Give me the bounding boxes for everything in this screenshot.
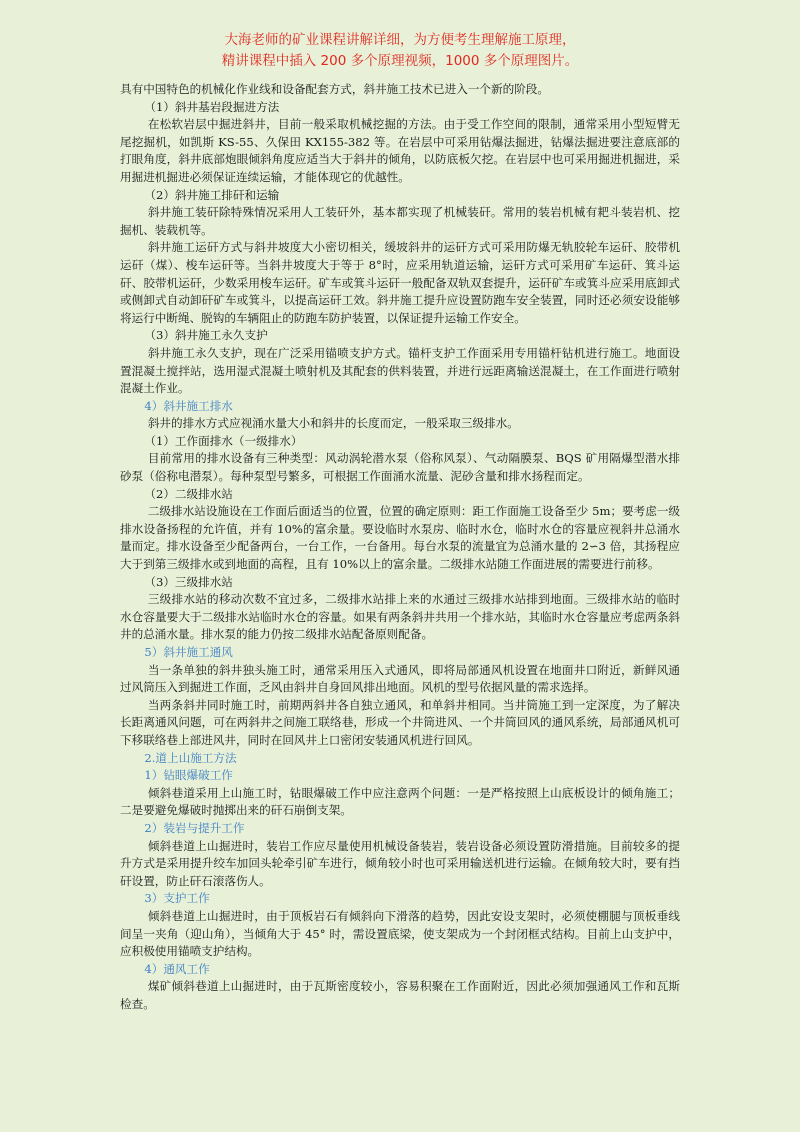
section-heading: 3）支护工作 <box>144 891 210 906</box>
body-paragraph: 斜井施工装矸除特殊情况采用人工装矸外，基本都实现了机械装矸。常用的装岩机械有耙斗装岩机、挖掘机、装载机等。 <box>120 205 680 237</box>
section-heading: 2）装岩与提升工作 <box>144 820 245 835</box>
document-body <box>120 81 680 1013</box>
section-heading: 4）通风工作 <box>144 961 210 976</box>
section-heading: （1）斜井基岩段掘进方法 <box>144 99 280 114</box>
body-paragraph: 倾斜巷道采用上山施工时，钻眼爆破工作中应注意两个问题：一是严格按照上山底板设计的倾角施工；二是要避免爆破时抛掷出来的矸石崩倒支架。 <box>120 785 680 818</box>
section-heading: 4）斜井施工排水 <box>144 398 233 413</box>
banner-line-1: 大海老师的矿业课程讲解详细，为方便考生理解施工原理， <box>224 32 576 48</box>
body-paragraph: 当一条单独的斜井独头施工时，通常采用压入式通风，即将局部通风机设置在地面井口附近，新鲜风通过风筒压入到掘进工作面，乏风由斜井自身回风排出地面。风机的型号依据风量的需求选择。 <box>120 662 680 695</box>
body-paragraph: 斜井施工运矸方式与斜井坡度大小密切相关，缓坡斜井的运矸方式可采用防爆无轨胶轮车运矸、胶带机运矸（煤）、梭车运矸等。当斜井坡度大于等于 8°时，应采用轨道运输，运矸方式可采用矿车运矸、箕斗运矸、胶带机运矸，少数采用梭车运矸。矿车或箕斗运矸一般配备双轨双套提升，运矸矿车或箕斗应采用底卸式或侧卸式自动卸矸矿车或箕斗，以提高运矸工效。斜井施工提升应设置防跑车安全装置，同时还必须安设能够将运行中断绳、脱钩的车辆阻止的防跑车防护装置，以保证提升运输工作安全。 <box>120 240 680 325</box>
body-paragraph: 斜井施工永久支护，现在广泛采用锚喷支护方式。锚杆支护工作面采用专用锚杆钻机进行施工。地面设置混凝土搅拌站，选用湿式混凝土喷射机及其配套的供料装置，并进行远距离输送混凝土，在工作面进行喷射混凝土作业。 <box>120 345 680 396</box>
body-paragraph: 目前常用的排水设备有三种类型：风动涡轮潜水泵（俗称风泵）、气动隔膜泵、BQS 矿用隔爆型潜水排砂泵（俗称电潜泵）。每种泵型号繁多，可根据工作面涌水流量、泥砂含量和排水扬程而定。 <box>120 451 680 484</box>
body-paragraph: 具有中国特色的机械化作业线和设备配套方式，斜井施工技术已进入一个新的阶段。 <box>120 82 549 96</box>
body-paragraph: 煤矿倾斜巷道上山掘进时，由于瓦斯密度较小，容易积聚在工作面附近，因此必须加强通风工作和瓦斯检查。 <box>120 979 680 1011</box>
body-paragraph: 当两条斜井同时施工时，前期两斜井各自独立通风，和单斜井相同。当井筒施工到一定深度，为了解决长距离通风问题，可在两斜井之间施工联络巷，形成一个井筒进风、一个井筒回风的通风系统，局部通风机可下移联络巷上部进风井，同时在回风井上口密闭安装通风机进行回风。 <box>120 697 680 747</box>
section-heading: （3）三级排水站 <box>144 574 233 589</box>
body-paragraph: 在松软岩层中掘进斜井，目前一般采取机械挖掘的方法。由于受工作空间的限制，通常采用小型短臂无尾挖掘机，如凯斯 KS-55、久保田 KX155-382 等。在岩层中可采用钻爆法掘进，钻爆法掘进要注意底部的打眼角度，斜井底部炮眼倾斜角度应适当大于斜井的倾角，以防底板欠挖。在岩层中也可采用掘进机掘进，采用掘进机掘进必须保证连续运输，才能体现它的优越性。 <box>120 117 680 184</box>
banner-line-2: 精讲课程中插入 200 多个原理视频，1000 多个原理图片。 <box>221 53 579 69</box>
section-heading: 1）钻眼爆破工作 <box>144 768 233 783</box>
body-paragraph: 倾斜巷道上山掘进时，由于顶板岩石有倾斜向下滑落的趋势，因此安设支架时，必须使棚腿与顶板垂线间呈一夹角（迎山角），当倾角大于 45° 时，需设置底梁，使支架成为一个封闭框式结构。目前上山支护中，应积极使用锚喷支护结构。 <box>120 908 680 959</box>
section-heading: 5）斜井施工通风 <box>144 645 233 659</box>
body-paragraph: 斜井的排水方式应视涌水量大小和斜井的长度而定，一般采取三级排水。 <box>147 416 519 431</box>
section-heading: （3）斜井施工永久支护 <box>144 328 268 343</box>
body-paragraph: 倾斜巷道上山掘进时，装岩工作应尽量使用机械设备装岩，装岩设备必须设置防滑措施。目前较多的提升方式是采用提升绞车加回头轮牵引矿车进行，倾角较小时也可采用输送机进行运输。在倾角较大时，要有挡矸设置，防止矸石滚落伤人。 <box>120 838 680 888</box>
section-heading: （2）斜井施工排矸和运输 <box>144 187 280 202</box>
body-paragraph: 二级排水站设施设在工作面后面适当的位置，位置的确定原则：距工作面施工设备至少 5m；要考虑一级排水设备扬程的允许值，并有 10%的富余量。要设临时水泵房、临时水仓，临时水仓的容量应视斜井总涌水量而定。排水设备至少配备两台，一台工作，一台备用。每台水泵的流量宜为总涌水量的 2∽3 倍，其扬程应大于到第三级排水或到地面的高程，且有 10%以上的富余量。二级排水站随工作面进展的需要进行前移。 <box>120 504 681 572</box>
section-heading: （2）二级排水站 <box>144 486 233 501</box>
section-heading: 2.道上山施工方法 <box>144 750 237 765</box>
section-heading: （1）工作面排水（一级排水） <box>144 433 303 448</box>
promo-banner <box>120 30 680 72</box>
body-paragraph: 三级排水站的移动次数不宜过多，二级排水站排上来的水通过三级排水站排到地面。三级排水站的临时水仓容量要大于二级排水站临时水仓的容量。如果有两条斜井共用一个排水站，其临时水仓容量应考虑两条斜井的总涌水量。排水泵的能力仍按二级排水站配备原则配备。 <box>120 592 680 642</box>
